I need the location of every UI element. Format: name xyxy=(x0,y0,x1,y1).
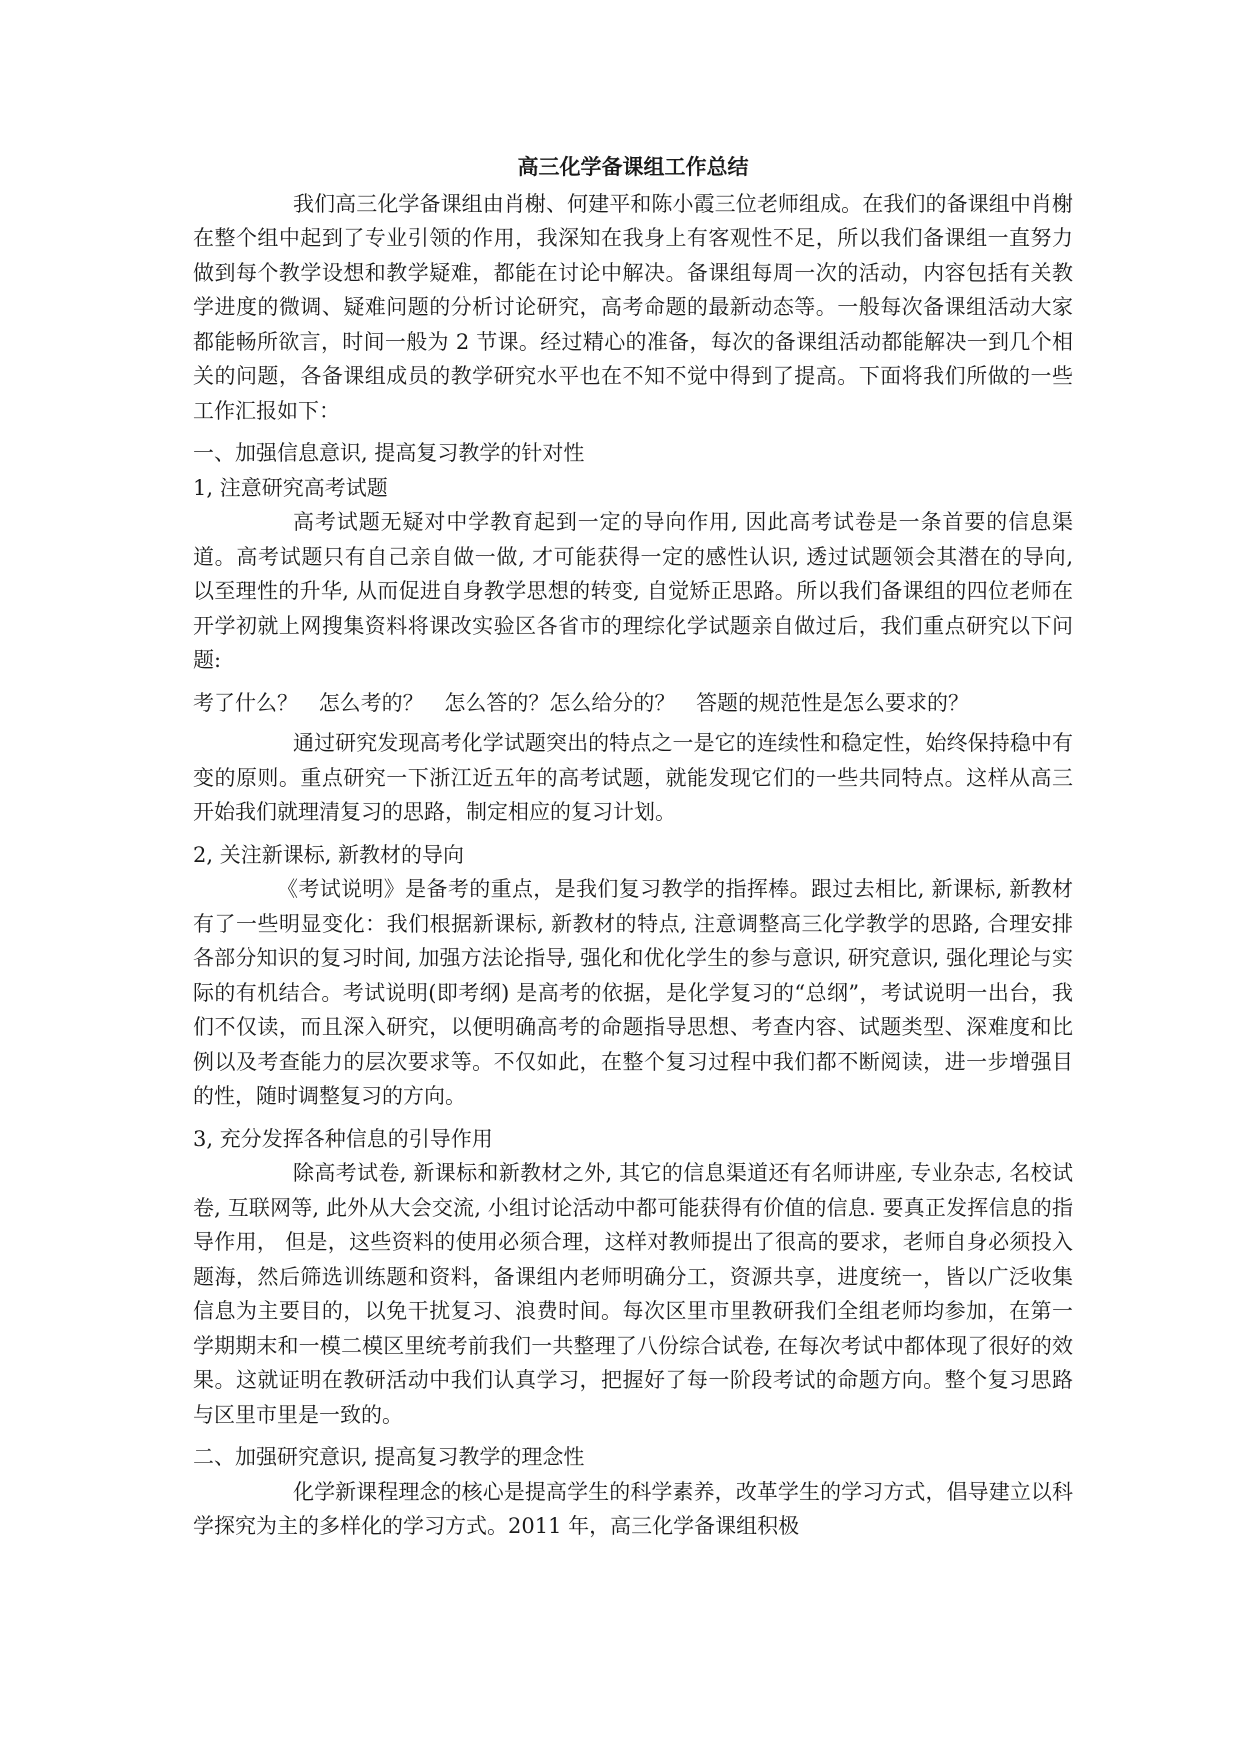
section-heading-1: 一、加强信息意识, 提高复习教学的针对性 xyxy=(193,441,585,465)
subsection-heading-1-3: 3, 充分发挥各种信息的引导作用 xyxy=(193,1126,493,1151)
question-item: 怎么考的？ xyxy=(318,690,424,715)
paragraph-1-1-a: 高考试题无疑对中学教育起到一定的导向作用, 因此高考试卷是一条首要的信息渠道。高考试题只有自己亲自做一做, 才可能获得一定的感性认识, 透过试题领会其潜在的导向, 以至理性的升华, 从而促进自身教学思想的转变, 自觉矫正思路。所以我们备课组的四位老师在开学初就上网搜集资料将课改实验区各省市的理综化学试题亲自做过后，我们重点研究以下问题: xyxy=(193,510,1073,672)
section-heading-2: 二、加强研究意识, 提高复习教学的理念性 xyxy=(193,1445,585,1469)
paragraph-1-3: 除高考试卷, 新课标和新教材之外, 其它的信息渠道还有名师讲座, 专业杂志, 名校试卷, 互联网等, 此外从大会交流, 小组讨论活动中都可能获得有价值的信息. 要真正发挥信息的指导作用， 但是，这些资料的使用必须合理，这样对教师提出了很高的要求，老师自身必须投入题海，然后筛选训练题和资料，备课组内老师明确分工，资源共享，进度统一，皆以广泛收集信息为主要目的，以免干扰复习、浪费时间。每次区里市里教研我们全组老师均参加，在第一学期期末和一模二模区里统考前我们一共整理了八份综合试卷, 在每次考试中都体现了很好的效果。这就证明在教研活动中我们认真学习，把握好了每一阶段考试的命题方向。整个复习思路与区里市里是一致的。 xyxy=(193,1161,1073,1427)
question-item: 怎么答的？怎么给分的？ xyxy=(444,690,676,715)
intro-paragraph: 我们高三化学备课组由肖榭、何建平和陈小霞三位老师组成。在我们的备课组中肖榭在整个组中起到了专业引领的作用，我深知在我身上有客观性不足，所以我们备课组一直努力做到每个教学设想和教学疑难，都能在讨论中解决。备课组每周一次的活动，内容包括有关教学进度的微调、疑难问题的分析讨论研究，高考命题的最新动态等。一般每次备课组活动大家都能畅所欲言，时间一般为 2 节课。经过精心的准备，每次的备课组活动都能解决一到几个相关的问题，各备课组成员的教学研究水平也在不知不觉中得到了提高。下面将我们所做的一些工作汇报如下： xyxy=(193,191,1073,423)
subsection-heading-1-1: 1, 注意研究高考试题 xyxy=(193,475,388,500)
paragraph-1-1-b: 通过研究发现高考化学试题突出的特点之一是它的连续性和稳定性，始终保持稳中有变的原则。重点研究一下浙江近五年的高考试题，就能发现它们的一些共同特点。这样从高三开始我们就理清复习的思路，制定相应的复习计划。 xyxy=(193,731,1073,824)
question-list xyxy=(193,686,1073,721)
paragraph-1-2: 《考试说明》是备考的重点，是我们复习教学的指挥棒。跟过去相比, 新课标, 新教材有了一些明显变化：我们根据新课标, 新教材的特点, 注意调整高三化学教学的思路, 合理安排各部分知识的复习时间, 加强方法论指导, 强化和优化学生的参与意识, 研究意识, 强化理论与实际的有机结合。考试说明(即考纲) 是高考的依据，是化学复习的“总纲”，考试说明一出台，我们不仅读，而且深入研究，以便明确高考的命题指导思想、考查内容、试题类型、深难度和比例以及考查能力的层次要求等。不仅如此，在整个复习过程中我们都不断阅读，进一步增强目的性，随时调整复习的方向。 xyxy=(193,877,1073,1108)
question-item: 考了什么？ xyxy=(193,690,298,715)
question-item: 答题的规范性是怎么要求的？ xyxy=(696,690,970,715)
document-title: 高三化学备课组工作总结 xyxy=(517,154,749,179)
subsection-heading-1-2: 2, 关注新课标, 新教材的导向 xyxy=(193,842,465,867)
paragraph-2: 化学新课程理念的核心是提高学生的科学素养，改革学生的学习方式，倡导建立以科学探究为主的多样化的学习方式。2011 年，高三化学备课组积极 xyxy=(193,1479,1073,1538)
document-page xyxy=(193,150,1073,1544)
